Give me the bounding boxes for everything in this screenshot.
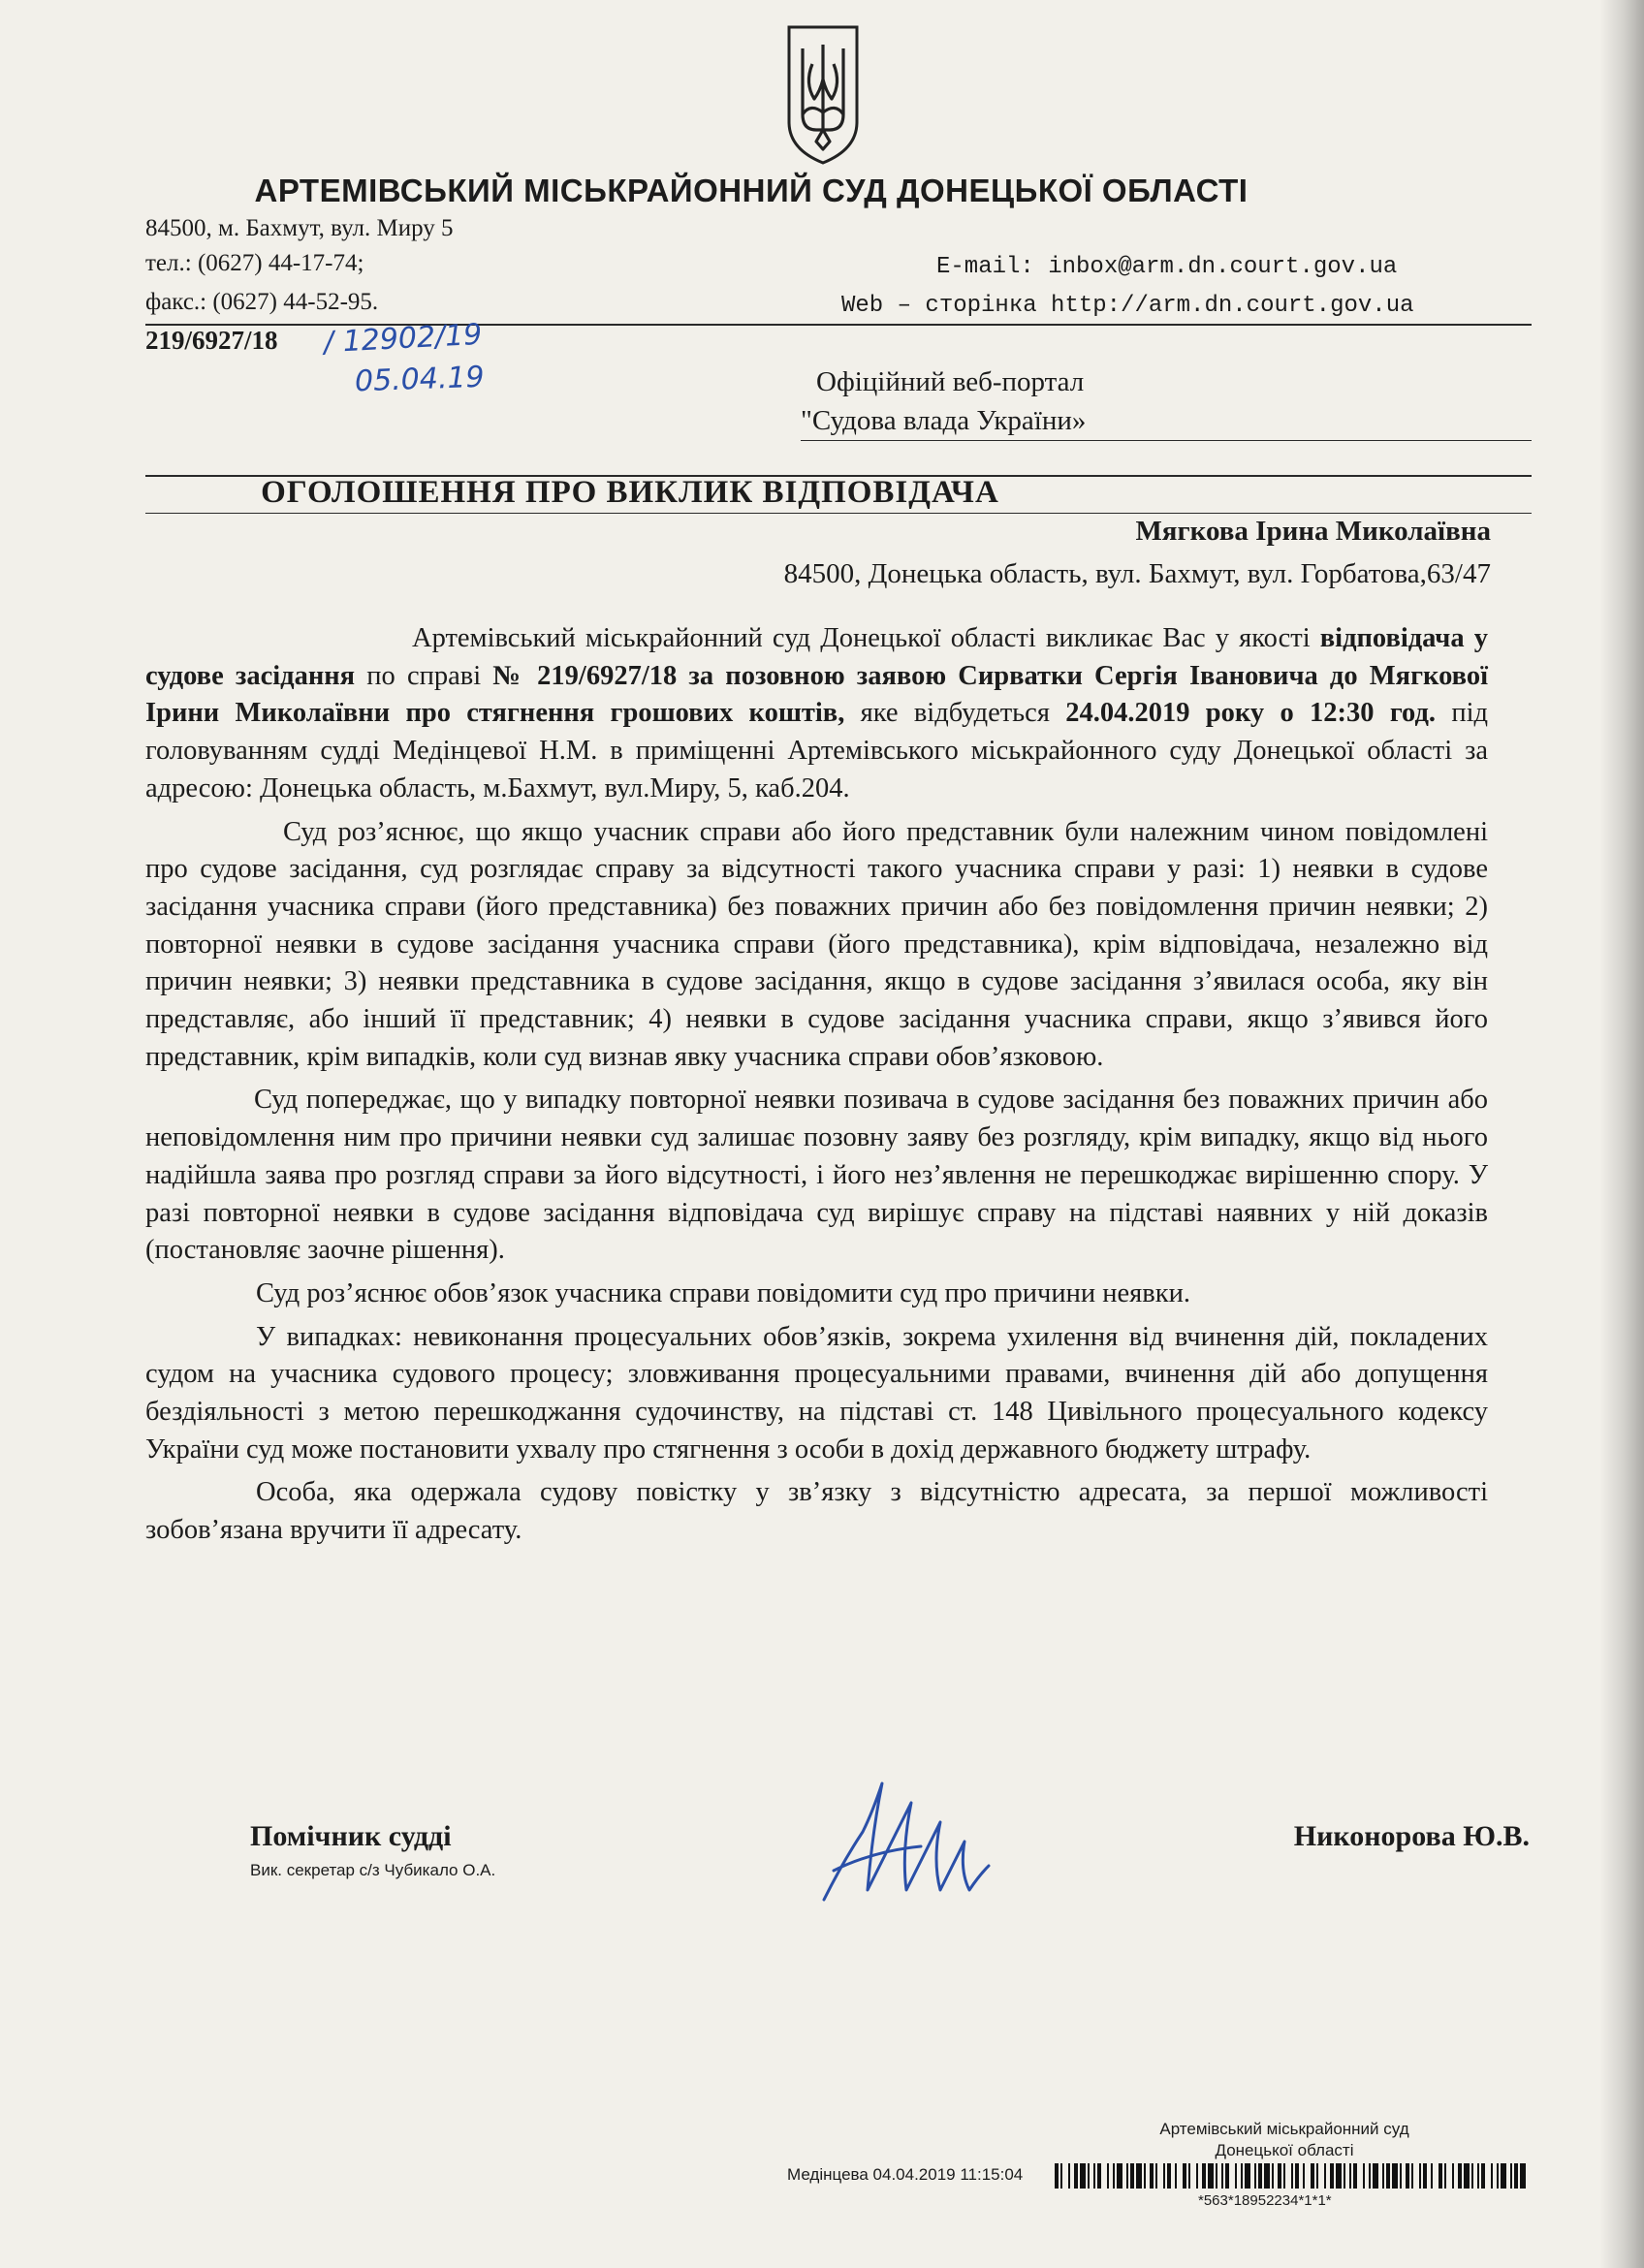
barcode-bar: [1183, 2163, 1186, 2189]
barcode-bar: [1283, 2163, 1285, 2189]
barcode-bar: [1225, 2163, 1229, 2189]
court-name-heading: АРТЕМІВСЬКИЙ МІСЬКРАЙОННИЙ СУД ДОНЕЦЬКОЇ ОБЛАСТІ: [254, 173, 1249, 208]
barcode-bar: [1258, 2163, 1262, 2189]
barcode-bar: [1136, 2163, 1142, 2189]
paragraph-penalty: У випадках: невиконання процесуальних обов’язків, зокрема ухилення від вчинення дій, покладених судом на учасника судового процесу; зловживання процесуальними правами, вчинення дій або допущення бездіяльності з метою перешкоджання судочинству, на підставі ст. 148 Цивільного процесуального кодексу України суд може постановити ухвалу про стягнення з особи в дохід державного бюджету штрафу.: [145, 1321, 1488, 1465]
case-number: 219/6927/18: [145, 326, 278, 355]
barcode-bar: [1241, 2163, 1243, 2189]
barcode-bar: [1107, 2163, 1109, 2189]
barcode-bar: [1514, 2163, 1518, 2189]
barcode-bar: [1113, 2163, 1115, 2189]
stamp-court-line-2: Донецької області: [1215, 2141, 1354, 2159]
addressee-address: 84500, Донецька область, вул. Бахмут, вул. Горбатова,63/47: [783, 558, 1491, 589]
barcode-bar: [1438, 2163, 1442, 2189]
barcode-bar: [1444, 2163, 1446, 2189]
barcode-bar: [1097, 2163, 1101, 2189]
barcode-bar: [1150, 2163, 1154, 2189]
signatory-name: Никонорова Ю.В.: [1293, 1820, 1530, 1852]
barcode-bar: [1254, 2163, 1256, 2189]
barcode-bar: [1497, 2163, 1499, 2189]
court-address: 84500, м. Бахмут, вул. Миру 5: [145, 215, 454, 241]
barcode-bar: [1452, 2163, 1454, 2189]
barcode-bar: [1068, 2163, 1070, 2189]
barcode-bar: [1074, 2163, 1078, 2189]
barcode-bar: [1080, 2163, 1086, 2189]
barcode-bar: [1196, 2163, 1198, 2189]
barcode-bar: [1369, 2163, 1371, 2189]
barcode-bar: [1291, 2163, 1293, 2189]
barcode: [1055, 2163, 1526, 2189]
barcode-bar: [1501, 2163, 1506, 2189]
barcode-bar: [1060, 2163, 1062, 2189]
barcode-bar: [1144, 2163, 1146, 2189]
notice-body: [145, 620, 1488, 1556]
barcode-bar: [1278, 2163, 1281, 2189]
barcode-bar: [1520, 2163, 1526, 2189]
executor-note: Вик. секретар с/з Чубикало О.А.: [250, 1861, 496, 1879]
barcode-bar: [1471, 2163, 1473, 2189]
court-fax: факс.: (0627) 44-52-95.: [145, 289, 379, 315]
barcode-bar: [1477, 2163, 1479, 2189]
barcode-bar: [1411, 2163, 1413, 2189]
barcode-bar: [1336, 2163, 1342, 2189]
court-email: E-mail: inbox@arm.dn.court.gov.ua: [936, 254, 1398, 280]
barcode-bar: [1464, 2163, 1470, 2189]
handwritten-reference: / 12902/19: [323, 317, 484, 361]
barcode-bar: [1423, 2163, 1427, 2189]
barcode-bar: [1344, 2163, 1345, 2189]
stamp-court-line-1: Артемівський міськрайонний суд: [1159, 2120, 1409, 2138]
barcode-bar: [1117, 2163, 1122, 2189]
barcode-bar: [1167, 2163, 1171, 2189]
barcode-bar: [1382, 2163, 1384, 2189]
signatory-role: Помічник судді: [250, 1820, 452, 1852]
scan-edge-shadow: [1599, 0, 1644, 2268]
barcode-bar: [1316, 2163, 1318, 2189]
barcode-bar: [1303, 2163, 1305, 2189]
barcode-bar: [1126, 2163, 1128, 2189]
paragraph-delivery: Особа, яка одержала судову повістку у зв’язку з відсутністю адресата, за першої можливості зобов’язана вручити її адресату.: [145, 1477, 1488, 1546]
stamp-registrar: Медінцева 04.04.2019 11:15:04: [787, 2165, 1024, 2184]
barcode-bar: [1245, 2163, 1250, 2189]
recipient-underline: [801, 440, 1532, 441]
barcode-bar: [1353, 2163, 1357, 2189]
barcode-bar: [1188, 2163, 1190, 2189]
paragraph-warning: Суд попереджає, що у випадку повторної неявки позивача в судове засідання без поважних причин або неповідомлення ним про причини неявки суд залишає позовну заяву без розгляду, крім випадку, якщо від нього надійшла заява про розгляд справи за його відсутності, і його нез’явлення не перешкоджає вирішенню спору. У разі повторної неявки в судове засідання відповідача суд вирішує справу на підставі наявних у ній доказів (постановляє заочне рішення).: [145, 1085, 1488, 1266]
barcode-bar: [1491, 2163, 1493, 2189]
recipient-line-1: Офіційний веб-портал: [816, 366, 1085, 397]
barcode-bar: [1330, 2163, 1334, 2189]
barcode-bar: [1055, 2163, 1059, 2189]
title-rule-bottom: [145, 513, 1532, 514]
barcode-bar: [1406, 2163, 1409, 2189]
barcode-bar: [1431, 2163, 1433, 2189]
barcode-bar: [1386, 2163, 1390, 2189]
court-website: Web – сторінка http://arm.dn.court.gov.ua: [841, 293, 1414, 319]
court-phone: тел.: (0627) 44-17-74;: [145, 250, 364, 276]
recipient-line-2: "Судова влада України»: [801, 405, 1087, 436]
barcode-bar: [1208, 2163, 1214, 2189]
barcode-bar: [1093, 2163, 1095, 2189]
barcode-bar: [1202, 2163, 1206, 2189]
handwritten-date: 05.04.19: [354, 360, 486, 399]
barcode-bar: [1272, 2163, 1274, 2189]
addressee-name: Мягкова Ірина Миколаївна: [1135, 516, 1491, 547]
barcode-bar: [1363, 2163, 1365, 2189]
barcode-bar: [1392, 2163, 1398, 2189]
barcode-number: *563*18952234*1*1*: [1198, 2192, 1332, 2209]
paragraph-summons: Артемівський міськрайонний суд Донецької області викликає Вас у якості відповідача у судове засідання по справі № 219/6927/18 за позовною заявою Сирватки Сергія Івановича до Мягкової Ірини Миколаївни про стягнення грошових коштів, яке відбудеться 24.04.2019 року о 12:30 год. під головуванням судді Медінцевої Н.М. в приміщенні Артемівського міськрайонного суду Донецької області за адресою: Донецька область, м.Бахмут, вул.Миру, 5, каб.204.: [145, 623, 1489, 803]
coat-of-arms-icon: [785, 21, 861, 167]
barcode-bar: [1295, 2163, 1299, 2189]
barcode-bar: [1400, 2163, 1402, 2189]
barcode-bar: [1175, 2163, 1177, 2189]
paragraph-duty: Суд роз’яснює обов’язок учасника справи повідомити суд про причини неявки.: [256, 1277, 1190, 1308]
barcode-bar: [1349, 2163, 1351, 2189]
barcode-bar: [1163, 2163, 1165, 2189]
barcode-bar: [1510, 2163, 1512, 2189]
barcode-bar: [1481, 2163, 1485, 2189]
barcode-bar: [1155, 2163, 1157, 2189]
registry-stamp: [1115, 2119, 1454, 2161]
barcode-bar: [1088, 2163, 1090, 2189]
paragraph-absence-rules: Суд роз’яснює, що якщо учасник справи або його представник були належним чином повідомлені про судове засідання, суд розглядає справу за відсутності такого учасника справи у разі: 1) неявки в судове засідання учасника справи (його представника) без поважних причин або без повідомлення причин неявки; 2) повторної неявки в судове засідання учасника справи (його представника), крім відповідача, незалежно від причин неявки; 3) неявки представника в судове засідання, якщо в судове засідання з’явилася особа, яку він представляє, або інший її представник; 4) неявки в судове засідання учасника справи, якщо з’явився його представник, крім випадків, коли суд визнав явку учасника справи обов’язковою.: [145, 816, 1488, 1072]
barcode-bar: [1324, 2163, 1326, 2189]
barcode-bar: [1216, 2163, 1217, 2189]
barcode-bar: [1311, 2163, 1314, 2189]
barcode-bar: [1373, 2163, 1378, 2189]
announcement-title: ОГОЛОШЕННЯ ПРО ВИКЛИК ВІДПОВІДАЧА: [261, 475, 999, 510]
barcode-bar: [1221, 2163, 1223, 2189]
handwritten-signature: [805, 1745, 998, 1919]
barcode-bar: [1264, 2163, 1270, 2189]
barcode-bar: [1235, 2163, 1237, 2189]
barcode-bar: [1130, 2163, 1134, 2189]
barcode-bar: [1458, 2163, 1462, 2189]
barcode-bar: [1419, 2163, 1421, 2189]
